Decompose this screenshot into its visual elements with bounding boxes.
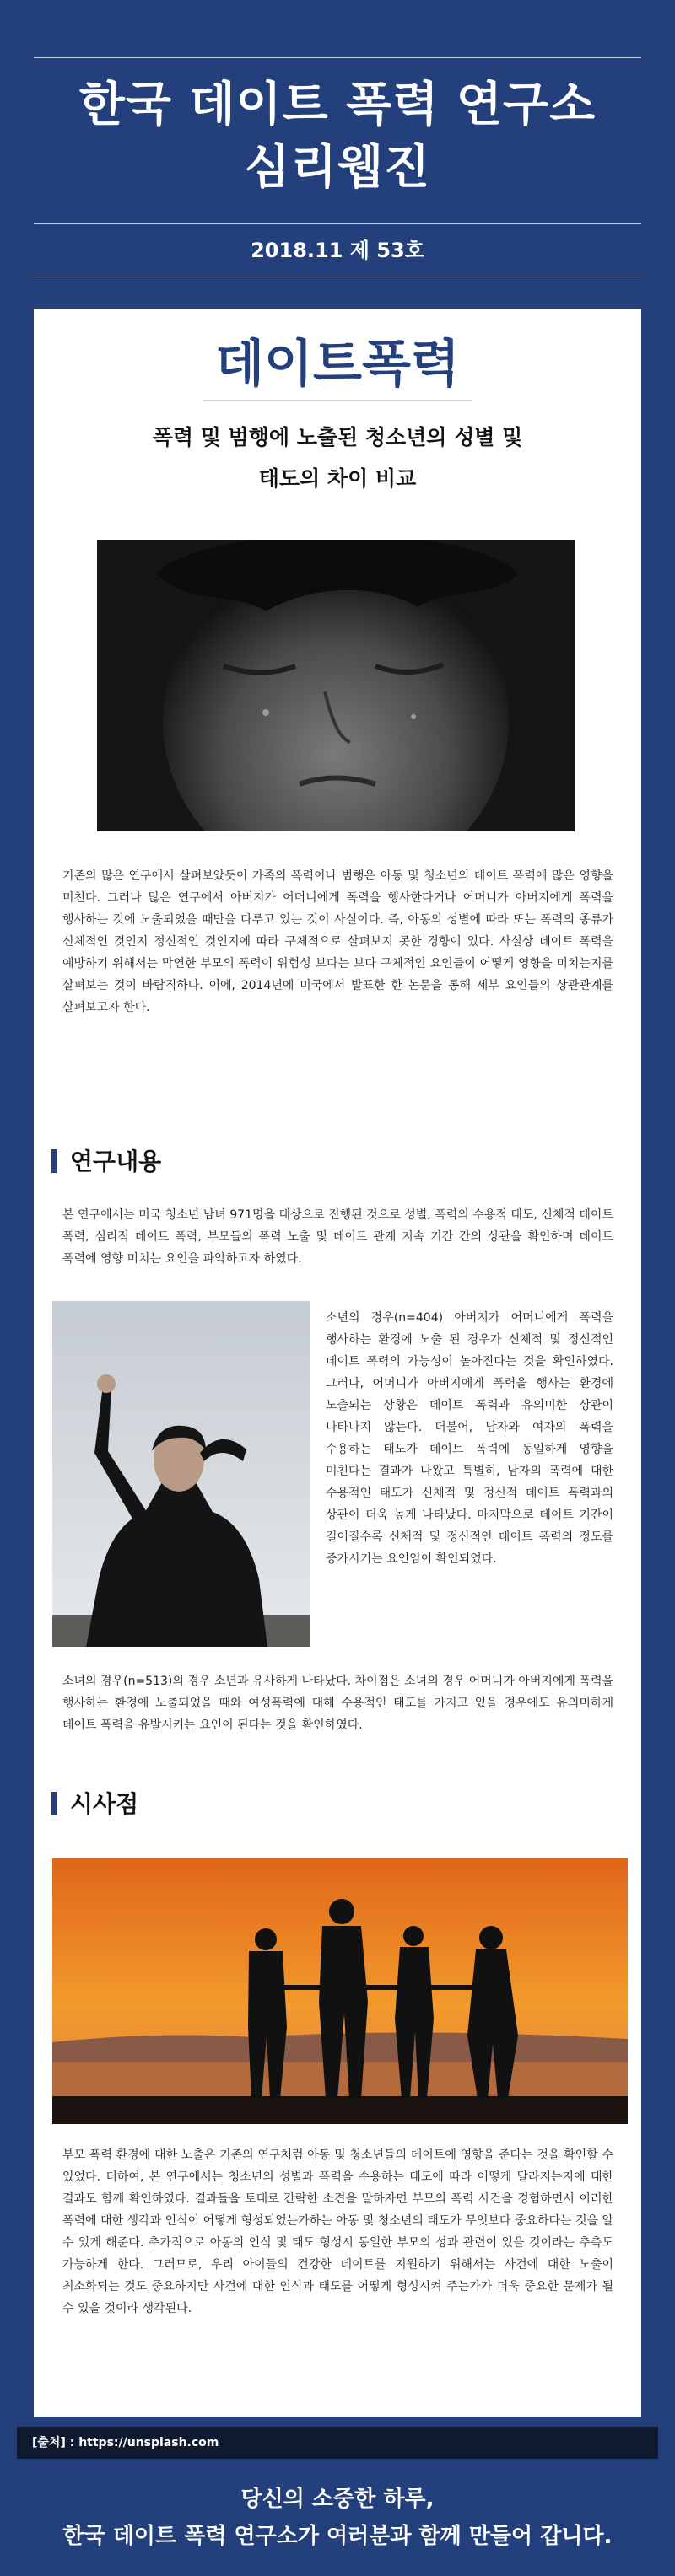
footer-line1: 당신의 소중한 하루, [240,2487,435,2512]
section-heading-implications-text: 시사점 [70,1790,139,1818]
source-credit: [출처] : https://unsplash.com [17,2427,658,2459]
section-heading-implications [51,1790,138,1819]
family-sunset-photo [52,1858,628,2124]
research-girls-paragraph: 소녀의 경우(n=513)의 경우 소년과 유사하게 나타났다. 차이점은 소녀의 경우 어머니가 아버지에게 폭력을 행사하는 환경에 노출되었을 때와 여성폭력에 대해 수용적인 태도를 가지고 있을 경우에도 유의미하게 데이트 폭력을 유발시키는 요인이 된다는 것을 확인하였다. [62,1675,613,1732]
heading-accent-bar [51,1149,57,1173]
crying-child-photo-image [97,540,575,831]
heading-accent-bar [51,1792,57,1815]
header-mid-rule [34,223,641,224]
crying-child-photo [97,540,575,831]
article-subtitle-line1: 폭력 및 범행에 노출된 청소년의 성별 및 [152,425,523,449]
section-heading-research [51,1148,161,1176]
research-boys-paragraph: 소년의 경우(n=404) 아버지가 어머니에게 폭력을 행사하는 환경에 노출 된 경우가 신체적 및 정신적인 데이트 폭력의 가능성이 높아진다는 것을 확인하였다. 그러나, 어머니가 아버지에게 폭력을 행사는 환경에 노출되는 상황은 데이트 폭력과 유의미한 상관이 나타나지 않는다. 더불어, 남자와 여자의 폭력을 수용하는 태도가 데이트 폭력에 동일하게 영향을 미친다는 결과가 나왔고 특별히, 남자의 폭력에 대한 수용적인 태도가 신체적 및 정신적 데이트 폭력과의 상관이 더욱 높게 나타났다. 마지막으로 데이트 기간이 길어질수록 신체적 및 정신적인 데이트 폭력의 정도를 증가시키는 요인임이 확인되었다. [326,1311,613,1566]
young-man-photo-image [52,1301,310,1647]
family-sunset-photo-image [52,1858,628,2124]
webzine-title-line1: 한국 데이트 폭력 연구소 [78,78,597,132]
young-man-photo [52,1301,310,1647]
article-subtitle-line2: 태도의 차이 비교 [258,466,417,491]
webzine-title-line2: 심리웹진 [244,140,431,195]
footer-line2: 한국 데이트 폭력 연구소가 여러분과 함께 만들어 갑니다. [62,2524,613,2549]
title-divider [202,400,472,401]
footer-message [0,2481,675,2555]
intro-paragraph: 기존의 많은 연구에서 살펴보았듯이 가족의 폭력이나 범행은 아동 및 청소년의 데이트 폭력에 많은 영향을 미친다. 그러나 많은 연구에서 아버지가 어머니에게 폭력을 행사한다거나 어머니가 아버지에게 폭력을 행사하는 것에 노출되었을 때만을 다루고 있는 것이 사실이다. 즉, 아동의 성별에 따라 또는 폭력의 종류가 신체적인 것인지 정신적인 것인지에 따라 구체적으로 살펴보지 못한 경향이 있다. 사실상 데이트 폭력을 예방하기 위해서는 막연한 부모의 폭력이 위험성 보다는 보다 구체적인 요인들이 어떻게 영향을 미치는지를 살펴보는 것이 바람직하다. 이에, 2014년에 미국에서 발표한 한 논문을 통해 세부 요인들의 상관관계를 살펴보고자 한다. [62,869,613,1014]
webzine-title [0,74,675,199]
header-top-rule [34,57,641,58]
article-title: 데이트폭력 [215,335,460,394]
research-intro-paragraph: 본 연구에서는 미국 청소년 남녀 971명을 대상으로 진행된 것으로 성별, 폭력의 수용적 태도, 신체적 데이트 폭력, 심리적 데이트 폭력, 부모들의 폭력 노출 및 데이트 관계 지속 기간 간의 상관을 확인하며 데이트 폭력에 영향 미치는 요인을 파악하고자 하였다. [62,1208,613,1266]
header [0,0,675,304]
issue-number: 2018.11 제 53호 [251,239,424,262]
section-heading-research-text: 연구내용 [70,1148,162,1175]
article-card [34,309,641,2417]
article-subtitle [34,417,641,499]
implications-paragraph: 부모 폭력 환경에 대한 노출은 기존의 연구처럼 아동 및 청소년들의 데이트에 영향을 준다는 것을 확인할 수 있었다. 더하여, 본 연구에서는 청소년의 성별과 폭력을 수용하는 태도에 따라 어떻게 달라지는지에 대한 결과도 함께 확인하였다. 결과들을 토대로 간략한 소견을 말하자면 부모의 폭력 사건을 경험하면서 이러한 폭력에 대한 생각과 인식이 어떻게 형성되었는가하는 아동 및 청소년의 태도가 무엇보다 중요하다는 것을 알 수 있게 해준다. 추가적으로 아동의 인식 및 태도 형성시 동일한 부모의 성과 관련이 있을 것이라는 추측도 가능하게 한다. 그러므로, 우리 아이들의 건강한 데이트를 지원하기 위해서는 사건에 대한 노출이 최소화되는 것도 중요하지만 사건에 대한 인식과 태도를 어떻게 형성시켜 주는가가 더욱 중요한 문제가 될 수 있을 것이라 생각된다. [62,2148,613,2315]
